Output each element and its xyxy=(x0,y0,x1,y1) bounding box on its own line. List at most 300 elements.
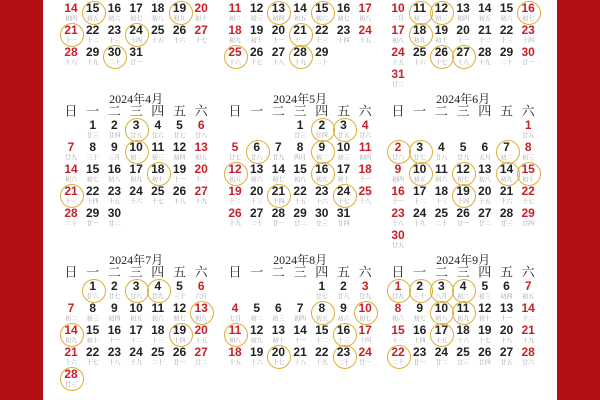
day-number[interactable]: 10 xyxy=(413,162,427,176)
lunar-date: 初十 xyxy=(272,337,285,345)
day-number[interactable]: 12 xyxy=(228,162,242,176)
day-number[interactable]: 14 xyxy=(293,1,307,15)
day-number[interactable]: 20 xyxy=(499,323,514,337)
weekday-header: 日 xyxy=(391,104,405,120)
lunar-date: 初七 xyxy=(522,15,535,23)
day-number[interactable]: 15 xyxy=(293,162,307,176)
lunar-date: 十二 xyxy=(130,337,143,345)
lunar-date: 初十 xyxy=(195,15,208,23)
day-number[interactable]: 28 xyxy=(64,367,78,381)
weekday-header: 三 xyxy=(293,104,307,120)
day-number[interactable]: 14 xyxy=(64,162,78,176)
lunar-date: 十五 xyxy=(151,37,164,45)
day-number[interactable]: 28 xyxy=(478,45,492,59)
day-number[interactable]: 17 xyxy=(391,23,405,37)
day-number[interactable]: 21 xyxy=(271,184,286,198)
day-number[interactable]: 9 xyxy=(394,162,402,176)
day-number[interactable]: 13 xyxy=(194,301,208,315)
day-number[interactable]: 4 xyxy=(154,118,162,132)
day-number[interactable]: 16 xyxy=(336,323,351,337)
day-number[interactable]: 7 xyxy=(296,301,304,315)
lunar-date: 十九 xyxy=(478,59,491,67)
day-number[interactable]: 23 xyxy=(107,345,122,359)
lunar-date: 初十 xyxy=(86,337,99,345)
lunar-date: 初五 xyxy=(228,176,242,184)
day-number[interactable]: 31 xyxy=(391,67,405,81)
day-number[interactable]: 18 xyxy=(151,162,165,176)
lunar-date: 初五 xyxy=(522,293,535,301)
day-number[interactable]: 19 xyxy=(172,162,187,176)
day-number[interactable]: 27 xyxy=(478,206,492,220)
day-number[interactable]: 26 xyxy=(172,184,187,198)
day-number[interactable]: 12 xyxy=(172,140,187,154)
day-number[interactable]: 24 xyxy=(358,23,372,37)
lunar-date: 廿一 xyxy=(413,359,426,367)
day-number[interactable]: 23 xyxy=(391,206,405,220)
lunar-date: 初七 xyxy=(337,15,350,23)
day-number[interactable]: 15 xyxy=(499,1,514,15)
lunar-date: 十五 xyxy=(478,198,491,206)
day-number[interactable]: 2 xyxy=(318,118,326,132)
day-number[interactable]: 15 xyxy=(86,162,100,176)
day-number[interactable]: 14 xyxy=(521,301,535,315)
lunar-date: 十六 xyxy=(457,337,470,345)
day-number[interactable]: 29 xyxy=(315,45,329,59)
lunar-date: 初八 xyxy=(151,15,164,23)
day-number[interactable]: 7 xyxy=(275,140,282,154)
day-number[interactable]: 25 xyxy=(151,23,165,37)
day-number[interactable]: 16 xyxy=(521,1,535,15)
lunar-date: 十九 xyxy=(130,359,143,367)
lunar-date: 廿二 xyxy=(478,220,491,228)
day-number[interactable]: 11 xyxy=(435,162,448,176)
day-number[interactable]: 23 xyxy=(336,23,351,37)
day-number[interactable]: 26 xyxy=(478,345,492,359)
day-number[interactable]: 13 xyxy=(499,301,514,315)
day-number[interactable]: 21 xyxy=(293,345,307,359)
day-number[interactable]: 18 xyxy=(228,23,242,37)
day-number[interactable]: 25 xyxy=(413,45,427,59)
day-number[interactable]: 20 xyxy=(194,323,208,337)
day-number[interactable]: 14 xyxy=(293,323,307,337)
day-number[interactable]: 21 xyxy=(64,345,78,359)
day-number[interactable]: 20 xyxy=(250,184,264,198)
day-number[interactable]: 3 xyxy=(416,140,424,154)
day-number[interactable]: 26 xyxy=(228,206,242,220)
day-number[interactable]: 6 xyxy=(253,140,261,154)
day-number[interactable]: 17 xyxy=(413,184,427,198)
day-number[interactable]: 7 xyxy=(67,140,75,154)
lunar-date: 廿七 xyxy=(315,293,328,301)
lunar-date: 廿三 xyxy=(294,132,307,140)
day-number[interactable]: 29 xyxy=(86,45,100,59)
day-number[interactable]: 11 xyxy=(413,1,427,15)
day-number[interactable]: 27 xyxy=(456,45,470,59)
day-number[interactable]: 2 xyxy=(394,140,402,154)
lunar-date: 十七 xyxy=(86,359,99,367)
day-number[interactable]: 10 xyxy=(434,301,449,315)
day-number[interactable]: 3 xyxy=(361,279,369,293)
lunar-date: 十二 xyxy=(294,37,307,45)
day-number[interactable]: 8 xyxy=(296,140,304,154)
day-number[interactable]: 15 xyxy=(521,162,535,176)
lunar-date: 初六 xyxy=(108,15,121,23)
day-number[interactable]: 22 xyxy=(293,184,307,198)
lunar-date: 初三 xyxy=(522,154,535,162)
lunar-date: 十五 xyxy=(228,359,242,367)
day-number[interactable]: 29 xyxy=(521,206,535,220)
day-number[interactable]: 1 xyxy=(89,279,97,293)
lunar-date: 初八 xyxy=(228,337,242,345)
lunar-date: 十三 xyxy=(64,198,78,206)
day-number[interactable]: 17 xyxy=(358,323,372,337)
day-number[interactable]: 12 xyxy=(250,1,264,15)
day-number[interactable]: 26 xyxy=(172,345,187,359)
lunar-date: 初六 xyxy=(151,315,164,323)
day-number[interactable]: 10 xyxy=(358,301,372,315)
day-number[interactable]: 13 xyxy=(478,162,492,176)
day-number[interactable]: 19 xyxy=(228,184,242,198)
lunar-date: 十六 xyxy=(250,359,263,367)
day-number[interactable]: 28 xyxy=(293,45,307,59)
lunar-date: 廿八 xyxy=(130,293,143,301)
day-number[interactable]: 1 xyxy=(318,279,326,293)
day-number[interactable]: 16 xyxy=(413,323,427,337)
day-number[interactable]: 11 xyxy=(151,301,165,315)
day-number[interactable]: 17 xyxy=(129,162,143,176)
day-number[interactable]: 9 xyxy=(340,301,347,315)
day-number[interactable]: 13 xyxy=(250,162,264,176)
day-number[interactable]: 5 xyxy=(253,301,261,315)
day-number[interactable]: 28 xyxy=(64,206,78,220)
day-number[interactable]: 4 xyxy=(361,118,369,132)
day-number[interactable]: 6 xyxy=(481,140,489,154)
day-number[interactable]: 19 xyxy=(250,23,264,37)
day-number[interactable]: 2 xyxy=(111,279,118,293)
day-number[interactable]: 5 xyxy=(231,140,239,154)
day-number[interactable]: 16 xyxy=(107,323,122,337)
lunar-date: 初三 xyxy=(86,315,99,323)
day-number[interactable]: 13 xyxy=(456,1,470,15)
day-number[interactable]: 8 xyxy=(318,301,326,315)
day-number[interactable]: 27 xyxy=(194,184,208,198)
day-number[interactable]: 5 xyxy=(176,279,183,293)
day-number[interactable]: 12 xyxy=(478,301,492,315)
day-number[interactable]: 7 xyxy=(67,301,75,315)
day-number[interactable]: 26 xyxy=(172,23,187,37)
day-number[interactable]: 1 xyxy=(524,118,532,132)
day-number[interactable]: 10 xyxy=(129,301,143,315)
day-number[interactable]: 30 xyxy=(391,228,405,242)
lunar-date: 初六 xyxy=(435,176,448,184)
day-number[interactable]: 18 xyxy=(434,184,449,198)
day-number[interactable]: 11 xyxy=(151,140,165,154)
day-number[interactable]: 19 xyxy=(172,1,187,15)
lunar-date: 初七 xyxy=(272,176,285,184)
day-number[interactable]: 22 xyxy=(315,23,329,37)
day-number[interactable]: 12 xyxy=(434,1,449,15)
day-number[interactable]: 17 xyxy=(434,323,449,337)
lunar-date: 初五 xyxy=(413,176,426,184)
day-number[interactable]: 12 xyxy=(456,162,470,176)
day-number[interactable]: 25 xyxy=(151,345,165,359)
day-number[interactable]: 24 xyxy=(129,23,143,37)
day-number[interactable]: 23 xyxy=(336,345,351,359)
day-number[interactable]: 18 xyxy=(151,323,165,337)
day-number[interactable]: 21 xyxy=(293,23,307,37)
weekday-header: 日 xyxy=(64,104,78,120)
day-number[interactable]: 22 xyxy=(499,23,514,37)
day-number[interactable]: 1 xyxy=(394,279,402,293)
lunar-date: 廿二 xyxy=(195,359,208,367)
day-number[interactable]: 15 xyxy=(86,323,100,337)
lunar-date: 初五 xyxy=(315,315,328,323)
lunar-date: 十一 xyxy=(272,37,285,45)
day-number[interactable]: 8 xyxy=(394,301,402,315)
day-number[interactable]: 28 xyxy=(271,206,286,220)
day-number[interactable]: 30 xyxy=(521,45,535,59)
day-number[interactable]: 25 xyxy=(151,184,165,198)
day-number[interactable]: 8 xyxy=(89,140,97,154)
day-number[interactable]: 29 xyxy=(499,45,514,59)
day-number[interactable]: 4 xyxy=(231,301,239,315)
day-number[interactable]: 4 xyxy=(154,279,162,293)
day-number[interactable]: 23 xyxy=(107,23,122,37)
day-number[interactable]: 18 xyxy=(228,345,242,359)
day-number[interactable]: 3 xyxy=(438,279,445,293)
day-number[interactable]: 20 xyxy=(194,1,208,15)
day-number[interactable]: 8 xyxy=(89,301,97,315)
day-number[interactable]: 2 xyxy=(111,118,118,132)
lunar-date: 廿五 xyxy=(500,359,513,367)
day-number[interactable]: 20 xyxy=(271,345,286,359)
day-number[interactable]: 18 xyxy=(358,162,372,176)
day-number[interactable]: 7 xyxy=(503,140,510,154)
day-number[interactable]: 20 xyxy=(478,184,492,198)
weekday-header: 二 xyxy=(434,265,448,281)
day-number[interactable]: 25 xyxy=(434,206,449,220)
day-number[interactable]: 28 xyxy=(499,206,514,220)
day-number[interactable]: 24 xyxy=(129,345,143,359)
day-number[interactable]: 18 xyxy=(456,323,470,337)
lunar-date: 十七 xyxy=(195,37,208,45)
lunar-date: 廿九 xyxy=(272,154,285,162)
day-number[interactable]: 22 xyxy=(86,23,100,37)
lunar-date: 十三 xyxy=(435,198,448,206)
day-number[interactable]: 5 xyxy=(176,118,183,132)
day-number[interactable]: 28 xyxy=(64,45,78,59)
day-number[interactable]: 1 xyxy=(296,118,304,132)
day-number[interactable]: 13 xyxy=(271,323,286,337)
day-number[interactable]: 21 xyxy=(64,184,78,198)
lunar-date: 十二 xyxy=(228,198,242,206)
day-number[interactable]: 23 xyxy=(413,345,427,359)
day-number[interactable]: 22 xyxy=(86,345,100,359)
day-number[interactable]: 24 xyxy=(336,184,351,198)
day-number[interactable]: 22 xyxy=(391,345,405,359)
lunar-date: 廿四 xyxy=(108,132,121,140)
day-number[interactable]: 24 xyxy=(391,45,405,59)
lunar-date: 廿二 xyxy=(108,220,121,228)
day-number[interactable]: 23 xyxy=(521,23,535,37)
day-number[interactable]: 15 xyxy=(391,323,405,337)
day-number[interactable]: 5 xyxy=(481,279,489,293)
day-number[interactable]: 11 xyxy=(456,301,470,315)
lunar-date: 廿三 xyxy=(86,132,99,140)
day-number[interactable]: 29 xyxy=(293,206,307,220)
day-number[interactable]: 23 xyxy=(107,184,122,198)
day-number[interactable]: 20 xyxy=(194,162,208,176)
day-number[interactable]: 25 xyxy=(228,45,242,59)
lunar-date: 初九 xyxy=(250,337,263,345)
weekday-header: 日 xyxy=(228,104,242,120)
day-number[interactable]: 6 xyxy=(197,279,205,293)
day-number[interactable]: 3 xyxy=(132,279,140,293)
day-number[interactable]: 16 xyxy=(391,184,405,198)
day-number[interactable]: 5 xyxy=(459,140,467,154)
day-number[interactable]: 19 xyxy=(250,345,264,359)
lunar-date: 十九 xyxy=(315,359,328,367)
lunar-date: 廿九 xyxy=(151,293,164,301)
day-number[interactable]: 12 xyxy=(172,301,187,315)
lunar-date: 十八 xyxy=(64,59,78,67)
day-number[interactable]: 27 xyxy=(194,23,208,37)
day-number[interactable]: 10 xyxy=(129,140,143,154)
day-number[interactable]: 31 xyxy=(129,45,143,59)
day-number[interactable]: 30 xyxy=(107,206,122,220)
lunar-date: 初八 xyxy=(478,176,491,184)
day-number[interactable]: 6 xyxy=(197,118,205,132)
day-number[interactable]: 20 xyxy=(271,23,286,37)
day-number[interactable]: 27 xyxy=(194,345,208,359)
lunar-date: 廿三 xyxy=(64,381,78,389)
day-number[interactable]: 19 xyxy=(478,323,492,337)
day-number[interactable]: 21 xyxy=(478,23,492,37)
day-number[interactable]: 26 xyxy=(434,45,449,59)
day-number[interactable]: 20 xyxy=(456,23,470,37)
lunar-date: 初十 xyxy=(435,37,448,45)
day-number[interactable]: 16 xyxy=(107,1,122,15)
weekday-header: 日 xyxy=(228,265,242,281)
lunar-date: 初四 xyxy=(391,176,405,184)
day-number[interactable]: 11 xyxy=(358,140,372,154)
lunar-date: 初九 xyxy=(64,337,78,345)
day-number[interactable]: 14 xyxy=(499,162,514,176)
day-number[interactable]: 21 xyxy=(521,323,535,337)
day-number[interactable]: 9 xyxy=(111,301,118,315)
day-number[interactable]: 22 xyxy=(86,184,100,198)
day-number[interactable]: 15 xyxy=(86,1,100,15)
day-number[interactable]: 9 xyxy=(318,140,326,154)
day-number[interactable]: 29 xyxy=(86,206,100,220)
lunar-date: 三十 xyxy=(86,154,99,162)
day-number[interactable]: 19 xyxy=(456,184,470,198)
day-number[interactable]: 26 xyxy=(250,45,264,59)
day-number[interactable]: 17 xyxy=(129,1,143,15)
day-number[interactable]: 24 xyxy=(358,345,372,359)
day-number[interactable]: 22 xyxy=(315,345,329,359)
day-number[interactable]: 15 xyxy=(315,1,329,15)
lunar-date: 十八 xyxy=(391,220,405,228)
day-number[interactable]: 24 xyxy=(434,345,449,359)
day-number[interactable]: 27 xyxy=(499,345,514,359)
day-number[interactable]: 8 xyxy=(524,140,532,154)
day-number[interactable]: 27 xyxy=(271,45,286,59)
day-number[interactable]: 3 xyxy=(340,118,347,132)
day-number[interactable]: 22 xyxy=(521,184,535,198)
day-number[interactable]: 25 xyxy=(358,184,372,198)
day-number[interactable]: 13 xyxy=(271,1,286,15)
day-number[interactable]: 17 xyxy=(336,162,351,176)
day-number[interactable]: 19 xyxy=(172,323,187,337)
day-number[interactable]: 19 xyxy=(434,23,449,37)
day-number[interactable]: 11 xyxy=(228,1,242,15)
day-number[interactable]: 4 xyxy=(459,279,467,293)
lunar-date: 初九 xyxy=(315,176,328,184)
day-number[interactable]: 16 xyxy=(315,162,329,176)
lunar-date: 二十 xyxy=(151,359,164,367)
day-number[interactable]: 6 xyxy=(275,301,282,315)
day-number[interactable]: 14 xyxy=(271,162,286,176)
day-number[interactable]: 26 xyxy=(456,206,470,220)
day-number[interactable]: 16 xyxy=(107,162,122,176)
day-number[interactable]: 25 xyxy=(456,345,470,359)
lunar-date: 二月 xyxy=(391,15,405,23)
day-number[interactable]: 21 xyxy=(499,184,514,198)
lunar-date: 十七 xyxy=(522,198,535,206)
day-number[interactable]: 17 xyxy=(358,1,372,15)
day-number[interactable]: 2 xyxy=(340,279,347,293)
day-number[interactable]: 10 xyxy=(391,1,405,15)
day-number[interactable]: 27 xyxy=(250,206,264,220)
day-number[interactable]: 16 xyxy=(336,1,351,15)
day-number[interactable]: 30 xyxy=(107,45,122,59)
day-number[interactable]: 14 xyxy=(478,1,492,15)
day-number[interactable]: 6 xyxy=(503,279,510,293)
day-number[interactable]: 9 xyxy=(111,140,118,154)
day-number[interactable]: 7 xyxy=(524,279,532,293)
day-number[interactable]: 2 xyxy=(416,279,424,293)
lunar-date: 二十 xyxy=(250,220,263,228)
day-number[interactable]: 14 xyxy=(64,1,78,15)
day-number[interactable]: 13 xyxy=(194,140,208,154)
day-number[interactable]: 15 xyxy=(315,323,329,337)
day-number[interactable]: 3 xyxy=(132,118,140,132)
lunar-date: 十九 xyxy=(413,220,426,228)
lunar-date: 廿七 xyxy=(108,293,121,301)
day-number[interactable]: 18 xyxy=(413,23,427,37)
day-number[interactable]: 21 xyxy=(64,23,78,37)
lunar-date: 二十 xyxy=(500,59,513,67)
day-number[interactable]: 30 xyxy=(315,206,329,220)
day-number[interactable]: 18 xyxy=(151,1,165,15)
day-number[interactable]: 31 xyxy=(336,206,351,220)
day-number[interactable]: 4 xyxy=(438,140,445,154)
day-number[interactable]: 1 xyxy=(89,118,97,132)
day-number[interactable]: 24 xyxy=(413,206,427,220)
day-number[interactable]: 11 xyxy=(228,323,242,337)
day-number[interactable]: 23 xyxy=(315,184,329,198)
day-number[interactable]: 12 xyxy=(250,323,264,337)
day-number[interactable]: 14 xyxy=(64,323,78,337)
day-number[interactable]: 28 xyxy=(521,345,535,359)
day-number[interactable]: 10 xyxy=(336,140,351,154)
lunar-date: 六月 xyxy=(195,293,208,301)
day-number[interactable]: 24 xyxy=(129,184,143,198)
day-number[interactable]: 9 xyxy=(416,301,424,315)
lunar-date: 十九 xyxy=(86,59,99,67)
day-number[interactable]: 17 xyxy=(129,323,143,337)
